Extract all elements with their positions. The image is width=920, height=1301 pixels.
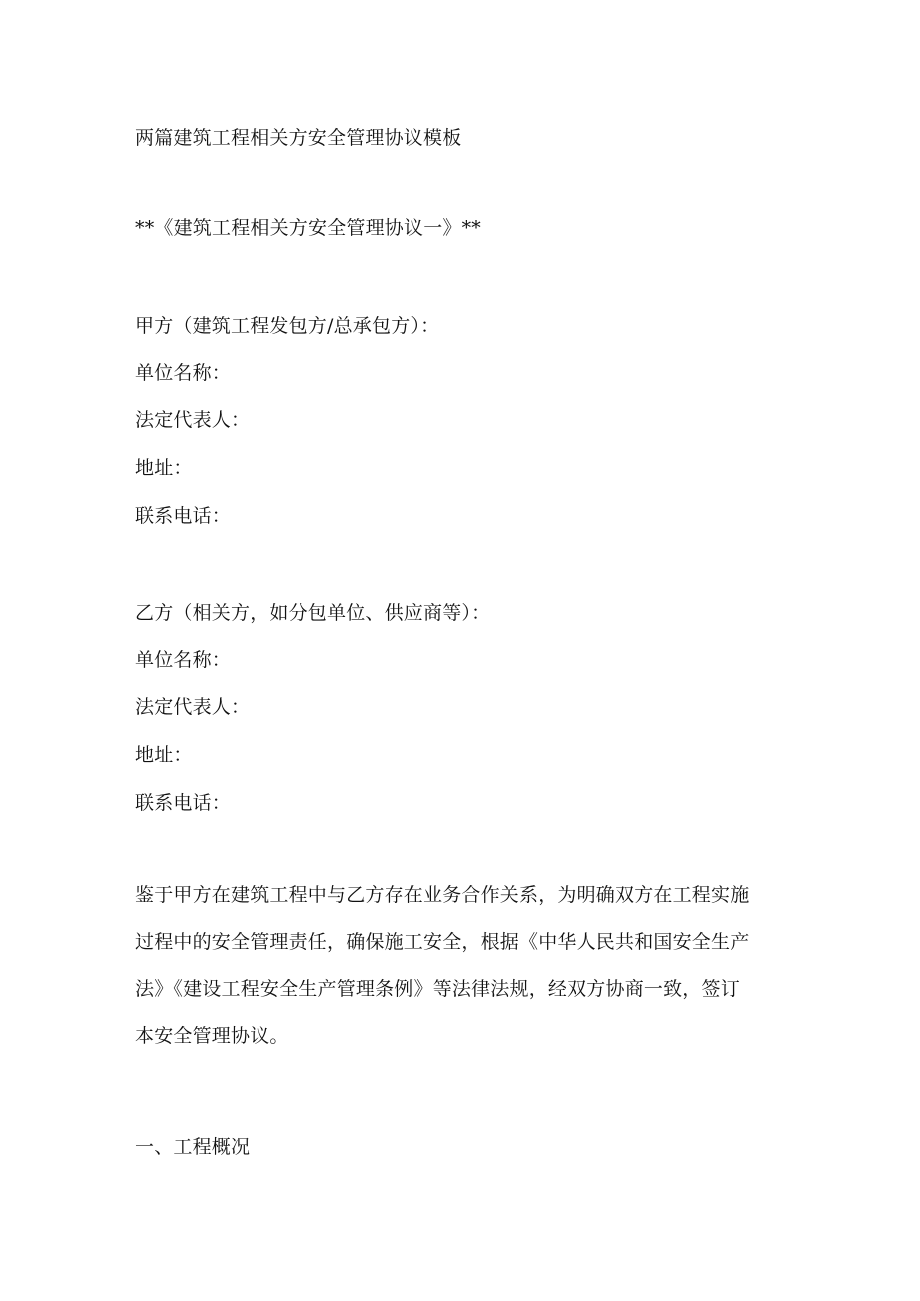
party-a-phone-label: 联系电话： <box>135 505 232 527</box>
preamble-paragraph <box>135 872 795 1060</box>
preamble-line: 过程中的安全管理责任，确保施工安全，根据《中华人民共和国安全生产 <box>135 931 750 953</box>
agreement-subtitle: **《建筑工程相关方安全管理协议一》** <box>135 217 482 239</box>
party-a-company-name-label: 单位名称： <box>135 362 232 384</box>
document-title: 两篇建筑工程相关方安全管理协议模板 <box>135 127 462 149</box>
preamble-line: 法》《建设工程安全生产管理条例》等法律法规，经双方协商一致，签订 <box>135 978 740 1000</box>
preamble-line: 本安全管理协议。 <box>135 1025 289 1047</box>
party-b-legal-rep-label: 法定代表人： <box>135 696 251 718</box>
party-b-heading: 乙方（相关方，如分包单位、供应商等）： <box>135 602 491 624</box>
preamble-line: 鉴于甲方在建筑工程中与乙方存在业务合作关系，为明确双方在工程实施 <box>135 884 750 906</box>
party-b-company-name-label: 单位名称： <box>135 649 232 671</box>
party-a-address-label: 地址： <box>135 457 193 479</box>
party-b-address-label: 地址： <box>135 744 193 766</box>
party-b-phone-label: 联系电话： <box>135 792 232 814</box>
section-heading: 一、工程概况 <box>135 1136 251 1158</box>
party-a-heading: 甲方（建筑工程发包方/总承包方）： <box>135 315 440 337</box>
party-a-legal-rep-label: 法定代表人： <box>135 409 251 431</box>
